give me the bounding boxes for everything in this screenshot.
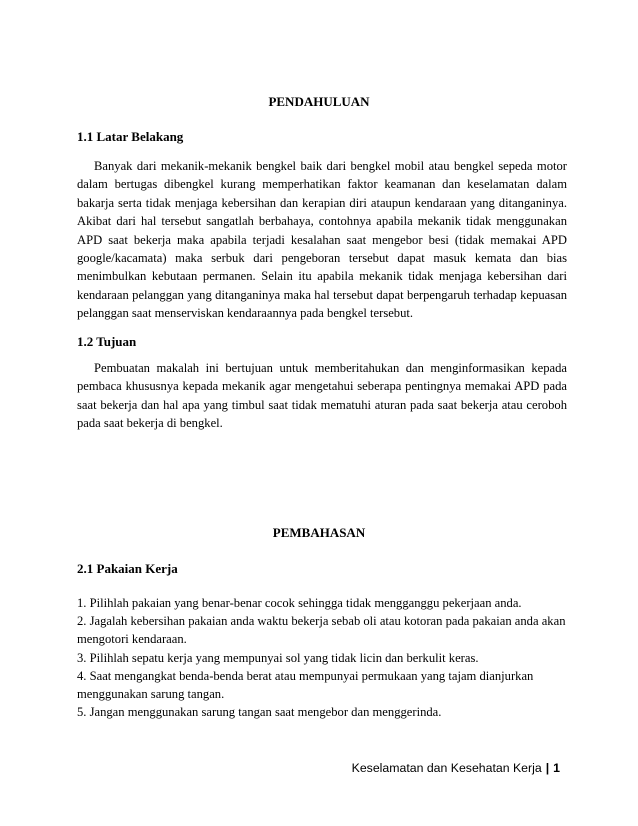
section-title-pakaian-kerja: 2.1 Pakaian Kerja xyxy=(77,561,178,576)
list-item: 1. Pilihlah pakaian yang benar-benar cocok sehingga tidak mengganggu pekerjaan anda. xyxy=(77,596,522,610)
footer-separator: | xyxy=(545,761,550,775)
section-title-latar-belakang: 1.1 Latar Belakang xyxy=(77,129,184,144)
list-item: 5. Jangan menggunakan sarung tangan saat mengebor dan menggerinda. xyxy=(77,705,442,720)
footer-title: Keselamatan dan Kesehatan Kerja xyxy=(351,761,542,775)
heading-pendahuluan: PENDAHULUAN xyxy=(268,94,370,109)
page-footer xyxy=(352,760,560,776)
list-item: 2. Jagalah kebersihan pakaian anda waktu bekerja sebab oli atau kotoran pada pakaian anda akan mengotori kendaraan. xyxy=(77,614,566,647)
paragraph-latar-belakang: Banyak dari mekanik-mekanik bengkel baik dari bengkel mobil atau bengkel sepeda motor dalam bertugas dibengkel kurang memperhatikan faktor keamanan dan keselamatan dalam bakarja serta tidak menjaga kebersihan dan kerapian diri ataupun kendaraan yang ditanganinya. Akibat dari hal tersebut sangatlah berbahaya, contohnya apabila mekanik tidak menggunakan APD saat bekerja maka apabila terjadi kesalahan saat mengebor besi (tidak memakai APD google/kacamata) maka serbuk dari pengeboran tersebut dapat masuk kemata dan bias menimbulkan kebutaan permanen. Selain itu apabila mekanik tidak menjaga kebersihan dari kendaraan pelanggan yang ditanganinya maka hal tersebut dapat berpengaruh terhadap kepuasan pelanggan saat menserviskan kendaraannya pada bengkel tersebut. xyxy=(77,159,567,321)
list-item: 4. Saat mengangkat benda-benda berat atau mempunyai permukaan yang tajam dianjurkan menggunakan sarung tangan. xyxy=(77,668,534,702)
list-item: 3. Pilihlah sepatu kerja yang mempunyai sol yang tidak licin dan berkulit keras. xyxy=(77,650,479,665)
heading-pembahasan: PEMBAHASAN xyxy=(272,525,366,540)
paragraph-tujuan: Pembuatan makalah ini bertujuan untuk memberitahukan dan menginformasikan kepada pembaca khususnya kepada mekanik agar mengetahui seberapa pentingnya memakai APD pada saat bekerja dan hal apa yang timbul saat tidak mematuhi aturan pada saat bekerja atau ceroboh pada saat bekerja di bengkel. xyxy=(77,361,567,431)
page-number: 1 xyxy=(553,761,560,775)
section-title-tujuan: 1.2 Tujuan xyxy=(77,334,137,349)
pakaian-kerja-list xyxy=(77,594,567,721)
